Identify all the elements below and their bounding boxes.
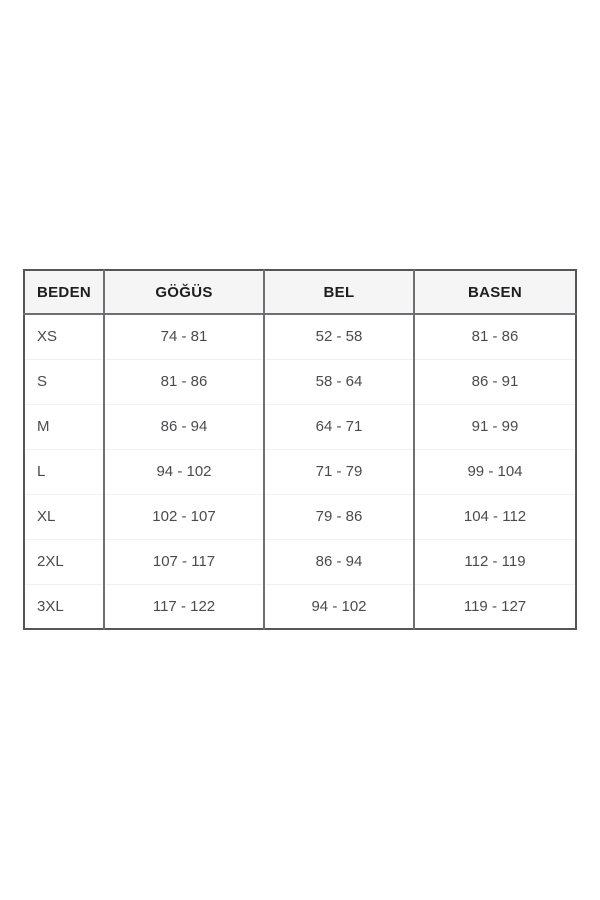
chest-cell: 74 - 81 <box>104 314 264 359</box>
size-cell: S <box>24 359 104 404</box>
hips-cell: 104 - 112 <box>414 494 576 539</box>
hips-cell: 91 - 99 <box>414 404 576 449</box>
waist-cell: 79 - 86 <box>264 494 414 539</box>
waist-cell: 64 - 71 <box>264 404 414 449</box>
table-row-s <box>24 359 576 404</box>
waist-cell: 94 - 102 <box>264 584 414 629</box>
size-chart-header <box>24 270 576 314</box>
size-chart-table <box>23 269 577 630</box>
chest-cell: 107 - 117 <box>104 539 264 584</box>
chest-cell: 86 - 94 <box>104 404 264 449</box>
size-cell: 2XL <box>24 539 104 584</box>
table-row-xl <box>24 494 576 539</box>
size-cell: XL <box>24 494 104 539</box>
waist-cell: 86 - 94 <box>264 539 414 584</box>
size-cell: XS <box>24 314 104 359</box>
column-header-beden: BEDEN <box>24 270 104 314</box>
table-row-l <box>24 449 576 494</box>
hips-cell: 99 - 104 <box>414 449 576 494</box>
table-row-3xl <box>24 584 576 629</box>
hips-cell: 112 - 119 <box>414 539 576 584</box>
waist-cell: 71 - 79 <box>264 449 414 494</box>
waist-cell: 58 - 64 <box>264 359 414 404</box>
chest-cell: 102 - 107 <box>104 494 264 539</box>
waist-cell: 52 - 58 <box>264 314 414 359</box>
chest-cell: 94 - 102 <box>104 449 264 494</box>
column-header-bel: BEL <box>264 270 414 314</box>
hips-cell: 119 - 127 <box>414 584 576 629</box>
chest-cell: 117 - 122 <box>104 584 264 629</box>
column-header-basen: BASEN <box>414 270 576 314</box>
table-row-xs <box>24 314 576 359</box>
size-cell: L <box>24 449 104 494</box>
hips-cell: 81 - 86 <box>414 314 576 359</box>
chest-cell: 81 - 86 <box>104 359 264 404</box>
header-row <box>24 270 576 314</box>
table-row-m <box>24 404 576 449</box>
size-cell: M <box>24 404 104 449</box>
column-header-gogus: GÖĞÜS <box>104 270 264 314</box>
size-cell: 3XL <box>24 584 104 629</box>
hips-cell: 86 - 91 <box>414 359 576 404</box>
size-chart-body <box>24 314 576 629</box>
table-row-2xl <box>24 539 576 584</box>
